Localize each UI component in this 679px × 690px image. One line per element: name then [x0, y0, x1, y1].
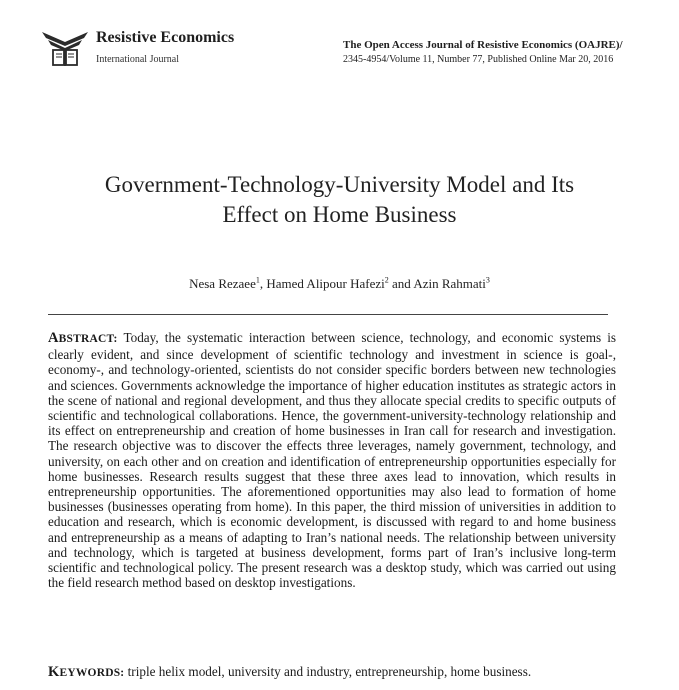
author-name: Nesa Rezaee	[189, 276, 256, 291]
abstract-label-initial: A	[48, 330, 59, 346]
keywords-label-rest: EYWORDS:	[59, 667, 125, 679]
author-mark: 1	[255, 275, 260, 285]
paper-title-line-2: Effect on Home Business	[222, 202, 457, 227]
author-name: Hamed Alipour Hafezi	[266, 276, 385, 291]
author-mark: 3	[485, 275, 490, 285]
brand	[96, 28, 234, 67]
author-separator: and	[388, 276, 414, 291]
abstract-text: Today, the systematic interaction between science, technology, and economic systems is clearly evident, and since development of scientific technology and investment in science is goal-, economy-, and technology-oriented, scientists do not consider specific borders between new technologies and sciences. Governments acknowledge the importance of higher education institutes as strategic actors in the scene of national and regional development, and thus they allocate special credits to specific outputs of scientific and technological collaborations. Hence, the government-university-technology relationship and its effect on entrepreneurship and creation of home businesses in Iran call for research and investigation. The research objective was to discover the effects three leverages, namely government, technology, and university, on each other and on creation and identification of entrepreneurship opportunities especially for home businesses. Research results suggest that these three axes lead to innovation, which results in entrepreneurship opportunities. The aforementioned opportunities may also lead to formation of home businesses (businesses operating from home). In this paper, the third mission of universities in addition to education and research, which is economic development, is discussed with regard to and home business and entrepreneurship as a means of adapting to Iran’s national needs. The relationship between university and technology, which is targeted at business development, forms part of Iran’s inclusive long-term scientific and technological policy. The present research was a desktop study, which was carried out using the field research method based on desktop investigations.	[48, 330, 616, 591]
paper-title-line-1: Government-Technology-University Model and Its	[104, 172, 575, 197]
divider	[48, 314, 608, 315]
author-name: Azin Rahmati	[413, 276, 486, 291]
abstract-label-rest: BSTRACT:	[58, 333, 118, 345]
abstract-label	[48, 330, 118, 346]
author-mark: 2	[384, 275, 389, 285]
brand-subtitle: International Journal	[96, 54, 180, 65]
journal-name: The Open Access Journal of Resistive Economics (OAJRE)/	[343, 39, 623, 51]
keywords-label-initial: K	[48, 664, 60, 680]
author-list	[0, 276, 679, 292]
abstract	[48, 330, 616, 590]
keywords	[48, 664, 648, 681]
journal-logo-icon	[40, 26, 90, 68]
journal-meta: 2345-4954/Volume 11, Number 77, Published Online Mar 20, 2016	[343, 54, 614, 65]
keywords-text: triple helix model, university and industry, entrepreneurship, home business.	[127, 664, 532, 679]
brand-name: Resistive Economics	[96, 29, 235, 46]
keywords-label	[48, 664, 124, 680]
journal-header	[0, 0, 679, 80]
paper-title	[0, 170, 679, 230]
journal-info	[343, 38, 663, 66]
author-separator: ,	[259, 276, 267, 291]
